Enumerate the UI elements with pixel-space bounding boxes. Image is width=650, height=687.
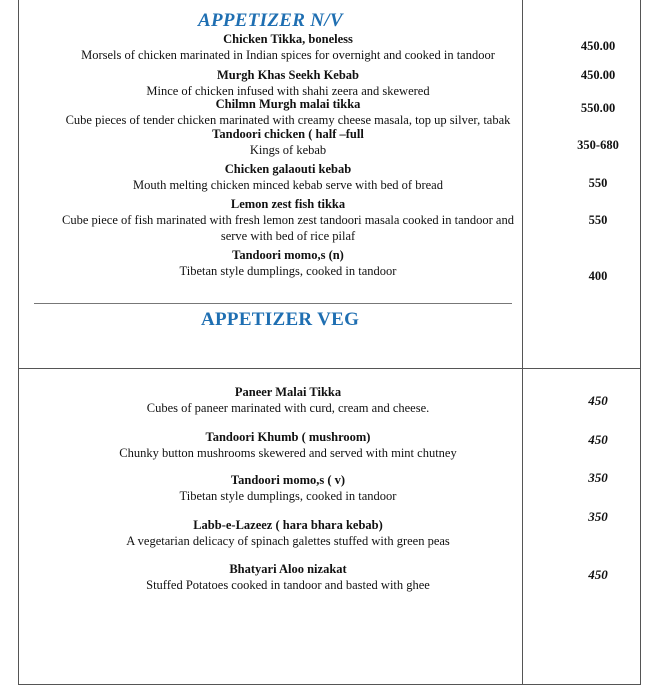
menu-item	[24, 96, 552, 128]
menu-item	[38, 161, 538, 193]
menu-item	[38, 472, 538, 504]
menu-item	[38, 384, 538, 416]
item-price: 450.00	[580, 68, 616, 82]
item-name: Labb-e-Lazeez ( hara bhara kebab)	[193, 518, 383, 532]
menu-frame	[18, 0, 641, 685]
menu-item	[58, 196, 518, 244]
item-price: 350-680	[577, 138, 619, 152]
item-description: Cube pieces of tender chicken marinated with creamy cheese masala, top up silver, tabak	[65, 113, 511, 127]
veg-heading: APPETIZER VEG	[201, 309, 360, 330]
menu-item	[38, 429, 538, 461]
item-description: Mince of chicken infused with shahi zeera and skewered	[146, 84, 430, 98]
menu-item	[38, 31, 538, 63]
left-border	[18, 0, 19, 685]
item-price: 350	[588, 470, 608, 485]
item-price: 350	[588, 509, 608, 524]
item-name: Chilmn Murgh malai tikka	[215, 97, 361, 111]
item-description: Cubes of paneer marinated with curd, cream and cheese.	[146, 401, 430, 415]
item-description: Tibetan style dumplings, cooked in tandoor	[179, 489, 397, 503]
heading-rule	[34, 303, 512, 304]
nonveg-heading: APPETIZER N/V	[198, 10, 343, 31]
bottom-border	[18, 684, 641, 685]
item-description: A vegetarian delicacy of spinach galettes stuffed with green peas	[126, 534, 450, 548]
item-name: Tandoori momo,s (n)	[232, 248, 344, 262]
item-name: Tandoori Khumb ( mushroom)	[205, 430, 371, 444]
item-price: 450	[588, 567, 608, 582]
item-description: Morsels of chicken marinated in Indian spices for overnight and cooked in tandoor	[81, 48, 495, 62]
item-name: Lemon zest fish tikka	[230, 197, 346, 211]
item-description: Cube piece of fish marinated with fresh lemon zest tandoori masala cooked in tandoor and serve with bed of rice pilaf	[62, 213, 514, 243]
menu-item	[38, 67, 538, 99]
item-description: Tibetan style dumplings, cooked in tandoor	[179, 264, 397, 278]
item-description: Stuffed Potatoes cooked in tandoor and basted with ghee	[146, 578, 430, 592]
item-price: 400	[588, 269, 608, 283]
menu-item	[38, 247, 538, 279]
item-description: Mouth melting chicken minced kebab serve with bed of bread	[133, 178, 443, 192]
menu-item	[38, 126, 538, 158]
section-divider	[18, 368, 641, 369]
item-name: Chicken Tikka, boneless	[223, 32, 353, 46]
item-name: Tandoori chicken ( half –full	[212, 127, 364, 141]
item-name: Tandoori momo,s ( v)	[230, 473, 346, 487]
menu-item	[38, 561, 538, 593]
item-price: 550	[588, 176, 608, 190]
item-description: Chunky button mushrooms skewered and served with mint chutney	[119, 446, 457, 460]
item-name: Murgh Khas Seekh Kebab	[216, 68, 360, 82]
item-name: Chicken galaouti kebab	[224, 162, 352, 176]
menu-item	[38, 517, 538, 549]
item-price: 450	[588, 393, 608, 408]
item-name: Bhatyari Aloo nizakat	[229, 562, 347, 576]
item-price: 550	[588, 213, 608, 227]
item-price: 450	[588, 432, 608, 447]
item-price: 450.00	[580, 39, 616, 53]
item-price: 550.00	[580, 101, 616, 115]
item-name: Paneer Malai Tikka	[234, 385, 342, 399]
item-description: Kings of kebab	[249, 143, 327, 157]
